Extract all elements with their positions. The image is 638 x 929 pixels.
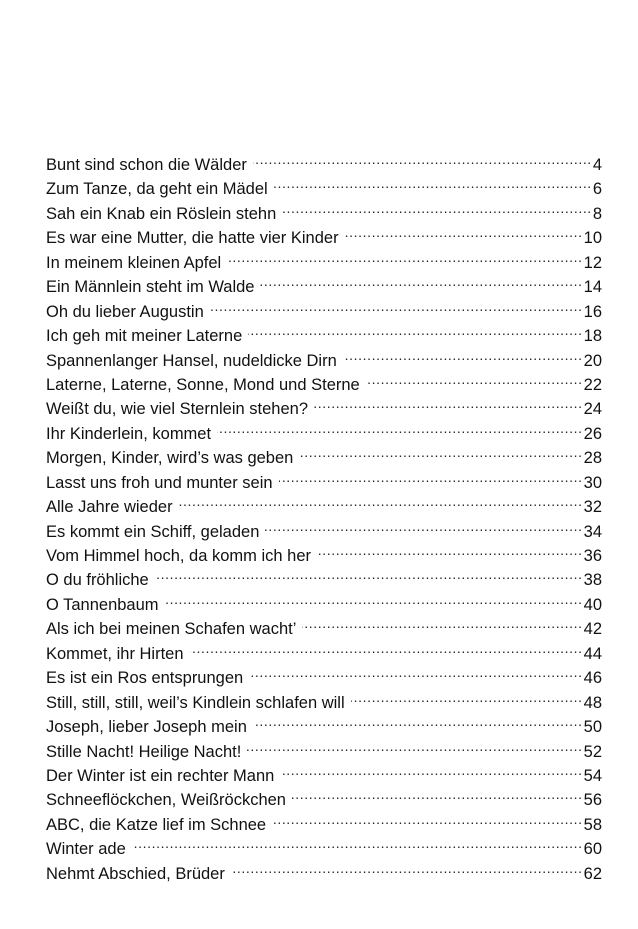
dot-leader <box>272 812 583 830</box>
toc-entry-title: Ich geh mit meiner Laterne <box>46 327 243 346</box>
toc-entry[interactable] <box>46 201 602 225</box>
toc-entry-page-number: 24 <box>583 400 602 419</box>
toc-entry[interactable] <box>46 714 602 738</box>
toc-entry-page-number: 50 <box>583 718 602 737</box>
dot-leader <box>274 176 592 194</box>
toc-entry-page-number: 56 <box>583 791 602 810</box>
toc-entry-title: Es ist ein Ros entsprungen <box>46 669 244 688</box>
toc-entry-page-number: 32 <box>583 498 602 517</box>
toc-entry[interactable] <box>46 494 602 518</box>
toc-entry-title: Der Winter ist ein rechter Mann <box>46 766 275 785</box>
toc-entry[interactable] <box>46 274 602 298</box>
toc-entry-title: Zum Tanze, da geht ein Mädel <box>46 180 268 199</box>
dot-leader <box>280 763 582 781</box>
toc-entry[interactable] <box>46 690 602 714</box>
dot-leader <box>253 152 592 170</box>
dot-leader <box>179 494 583 512</box>
toc-entry[interactable] <box>46 176 602 200</box>
toc-entry[interactable] <box>46 543 602 567</box>
dot-leader <box>249 665 582 683</box>
toc-entry[interactable] <box>46 396 602 420</box>
toc-entry[interactable] <box>46 616 602 640</box>
toc-entry-title: Lasst uns froh und munter sein <box>46 473 273 492</box>
toc-entry[interactable] <box>46 836 602 860</box>
toc-entry-title: Ein Männlein steht im Walde <box>46 278 255 297</box>
toc-entry-title: ABC, die Katze lief im Schnee <box>46 815 267 834</box>
toc-entry-page-number: 10 <box>583 229 602 248</box>
toc-entry-page-number: 38 <box>583 571 602 590</box>
toc-entry-title: Bunt sind schon die Wälder <box>46 156 247 174</box>
toc-entry-page-number: 44 <box>583 644 602 663</box>
toc-entry[interactable] <box>46 519 602 543</box>
toc-entry-page-number: 42 <box>583 620 602 639</box>
toc-entry[interactable] <box>46 641 602 665</box>
toc-entry-title: O Tannenbaum <box>46 595 159 614</box>
dot-leader <box>210 299 583 317</box>
toc-entry[interactable] <box>46 372 602 396</box>
toc-entry-title: O du fröhliche <box>46 571 149 590</box>
dot-leader <box>279 470 583 488</box>
dot-leader <box>227 250 582 268</box>
toc-entry[interactable] <box>46 470 602 494</box>
toc-entry-page-number: 46 <box>583 669 602 688</box>
dot-leader <box>343 348 583 366</box>
toc-entry-title: Sah ein Knab ein Röslein stehn <box>46 204 277 223</box>
toc-entry-title: Winter ade <box>46 840 126 859</box>
dot-leader <box>317 543 583 561</box>
toc-entry-page-number: 12 <box>583 253 602 272</box>
toc-entry-page-number: 18 <box>583 327 602 346</box>
toc-entry[interactable] <box>46 665 602 689</box>
toc-entry-page-number: 26 <box>583 424 602 443</box>
table-of-contents <box>46 152 602 885</box>
toc-entry-title: In meinem kleinen Apfel <box>46 253 222 272</box>
dot-leader <box>217 421 583 439</box>
toc-entry-page-number: 58 <box>583 815 602 834</box>
toc-entry-title: Alle Jahre wieder <box>46 498 173 517</box>
toc-entry[interactable] <box>46 445 602 469</box>
dot-leader <box>314 396 583 414</box>
toc-entry-page-number: 60 <box>583 840 602 859</box>
toc-entry-page-number: 36 <box>583 547 602 565</box>
toc-entry[interactable] <box>46 763 602 787</box>
toc-entry[interactable] <box>46 299 602 323</box>
toc-entry-page-number: 16 <box>583 302 602 321</box>
toc-entry-page-number: 8 <box>592 204 602 223</box>
toc-entry-page-number: 62 <box>583 864 602 883</box>
toc-entry-page-number: 6 <box>592 180 602 199</box>
toc-entry-title: Stille Nacht! Heilige Nacht! <box>46 742 242 761</box>
toc-entry-page-number: 48 <box>583 693 602 712</box>
dot-leader <box>366 372 583 390</box>
dot-leader <box>231 861 583 879</box>
dot-leader <box>302 616 582 634</box>
dot-leader <box>265 519 582 537</box>
toc-entry-page-number: 14 <box>583 278 602 297</box>
toc-entry-title: Weißt du, wie viel Sternlein stehen? <box>46 400 308 419</box>
toc-entry-title: Es war eine Mutter, die hatte vier Kinder <box>46 229 339 248</box>
toc-entry-title: Still, still, still, weil’s Kindlein schlafen will <box>46 693 345 712</box>
dot-leader <box>260 274 582 292</box>
toc-entry[interactable] <box>46 592 602 616</box>
dot-leader <box>345 225 583 243</box>
toc-entry[interactable] <box>46 861 602 885</box>
toc-entry-title: Joseph, lieber Joseph mein <box>46 718 247 737</box>
toc-entry[interactable] <box>46 421 602 445</box>
toc-entry-title: Oh du lieber Augustin <box>46 302 204 321</box>
toc-entry-page-number: 20 <box>583 351 602 370</box>
toc-entry-page-number: 34 <box>583 522 602 541</box>
toc-entry-title: Kommet, ihr Hirten <box>46 644 184 663</box>
dot-leader <box>282 201 592 219</box>
toc-entry-title: Als ich bei meinen Schafen wacht’ <box>46 620 297 639</box>
toc-entry[interactable] <box>46 739 602 763</box>
toc-entry-page-number: 40 <box>583 595 602 614</box>
dot-leader <box>351 690 583 708</box>
dot-leader <box>292 787 583 805</box>
toc-entry-title: Morgen, Kinder, wird’s was geben <box>46 449 294 468</box>
dot-leader <box>253 714 583 732</box>
toc-entry[interactable] <box>46 250 602 274</box>
toc-entry[interactable] <box>46 348 602 372</box>
toc-entry-page-number: 22 <box>583 375 602 394</box>
toc-entry-title: Schneeflöckchen, Weißröckchen <box>46 791 286 810</box>
toc-entry[interactable] <box>46 323 602 347</box>
dot-leader <box>247 739 582 757</box>
toc-entry-title: Es kommt ein Schiff, geladen <box>46 522 260 541</box>
dot-leader <box>132 836 583 854</box>
toc-entry-page-number: 28 <box>583 449 602 468</box>
dot-leader <box>190 641 583 659</box>
toc-entry-title: Spannenlanger Hansel, nudeldicke Dirn <box>46 351 337 370</box>
toc-entry[interactable] <box>46 787 602 811</box>
toc-entry-page-number: 54 <box>583 766 602 785</box>
dot-leader <box>299 445 582 463</box>
toc-entry[interactable] <box>46 152 602 176</box>
toc-entry[interactable] <box>46 225 602 249</box>
toc-entry-page-number: 52 <box>583 742 602 761</box>
toc-entry[interactable] <box>46 812 602 836</box>
toc-entry-page-number: 30 <box>583 473 602 492</box>
toc-entry-title: Nehmt Abschied, Brüder <box>46 864 225 883</box>
toc-entry[interactable] <box>46 567 602 591</box>
dot-leader <box>155 567 583 585</box>
toc-entry-page-number: 4 <box>592 156 602 174</box>
toc-entry-title: Vom Himmel hoch, da komm ich her <box>46 547 312 565</box>
toc-entry-title: Ihr Kinderlein, kommet <box>46 424 212 443</box>
toc-entry-title: Laterne, Laterne, Sonne, Mond und Sterne <box>46 375 360 394</box>
dot-leader <box>165 592 583 610</box>
dot-leader <box>248 323 582 341</box>
